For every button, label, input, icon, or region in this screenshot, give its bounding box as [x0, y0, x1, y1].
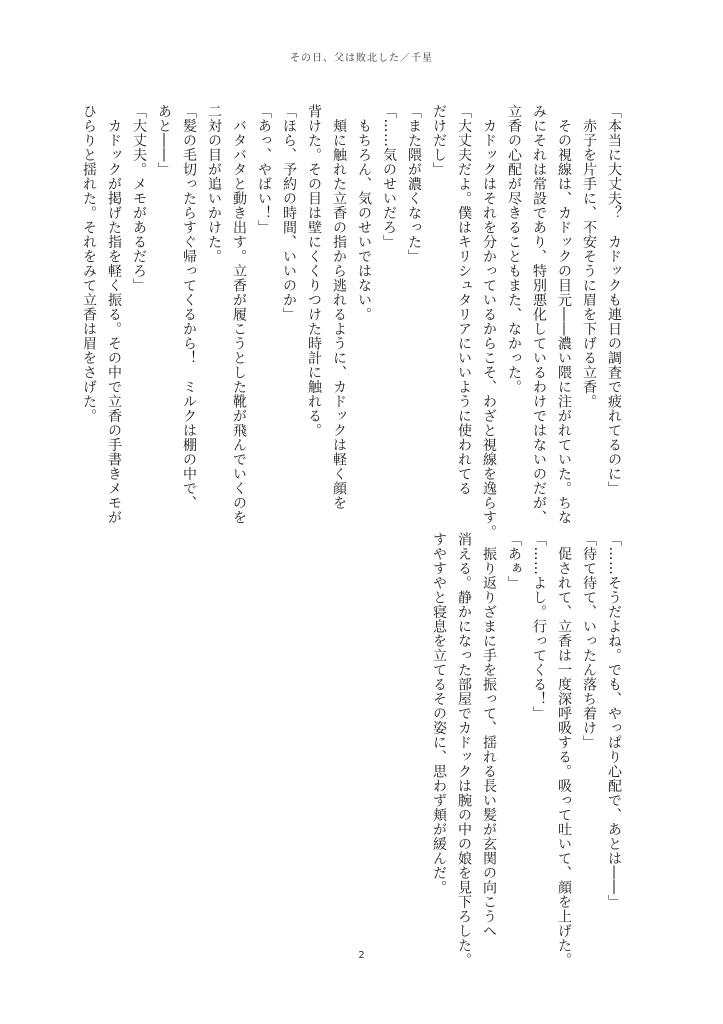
text-line: みにそれは常設であり、特別悪化しているわけではないのだが、 [531, 104, 547, 525]
text-line: 「……そうだよね。でも、やっぱり心配で、あとは――」 [606, 532, 622, 909]
lower-text-section [426, 532, 626, 967]
page-header-title: その日、父は敗北した／千星 [290, 53, 433, 64]
text-line: 振り返りざまに手を振って、揺れる長い髪が玄関の向こうへ [481, 532, 497, 938]
text-line: 「本当に大丈夫？ カドックも連日の調査で疲れてるのに」 [606, 104, 622, 496]
text-line: 促されて、立香は一度深呼吸する。吸って吐いて、顔を上げた。 [556, 532, 572, 967]
text-line: 二対の目が追いかけた。 [206, 104, 222, 264]
text-line: 頬に触れた立香の指から逃れるように、カドックは軽く顔を [331, 104, 347, 510]
text-line: カドックはそれを分かっているからこそ、わざと視線を逸らす。 [481, 104, 497, 539]
text-line: 「ほら、予約の時間、いいのか」 [281, 104, 297, 322]
text-line: 消える。静かになった部屋でカドックは腕の中の娘を見下ろした。 [456, 532, 472, 967]
text-line: 「待て待て、いったん落ち着け」 [581, 532, 597, 750]
text-line: 立香の心配が尽きることもまた、なかった。 [506, 104, 522, 394]
text-line: 赤子を片手に、不安そうに眉を下げる立香。 [581, 104, 597, 409]
text-line: だけだし」 [431, 104, 447, 177]
text-line: 「大丈夫だよ。僕はキリシュタリアにいいように使われてる [456, 104, 472, 496]
text-line: カドックが掲げた指を軽く振る。その中で立香の手書きメモが [106, 104, 122, 525]
text-line: その視線は、カドックの目元――濃い隈に注がれていた。ちな [556, 104, 572, 525]
text-line: ひらりと揺れた。それをみて立香は眉をさげた。 [81, 104, 97, 423]
text-line: 「……気のせいだろ」 [381, 104, 397, 249]
text-line: 「あっ、やばい！」 [256, 104, 272, 235]
text-line: 「また隈が濃くなった」 [406, 104, 422, 264]
text-line: もちろん、気のせいではない。 [356, 104, 372, 322]
page-number: 2 [358, 950, 365, 961]
upper-text-section [76, 104, 626, 539]
text-line: あと――」 [156, 104, 172, 177]
text-line: 背けた。その目は壁にくくりつけた時計に触れる。 [306, 104, 322, 438]
text-line: 「大丈夫。メモがあるだろ」 [131, 104, 147, 293]
text-line: 「髪の毛切ったらすぐ帰ってくるから！ ミルクは棚の中で、 [181, 104, 197, 510]
text-line: 「……よし。行ってくる！」 [531, 532, 547, 721]
text-line: バタバタと動き出す。立香が履こうとした靴が飛んでいくのを [231, 104, 247, 525]
text-line: すやすやと寝息を立てるその姿に、思わず頬が緩んだ。 [431, 532, 447, 895]
text-line: 「あぁ」 [506, 532, 522, 590]
